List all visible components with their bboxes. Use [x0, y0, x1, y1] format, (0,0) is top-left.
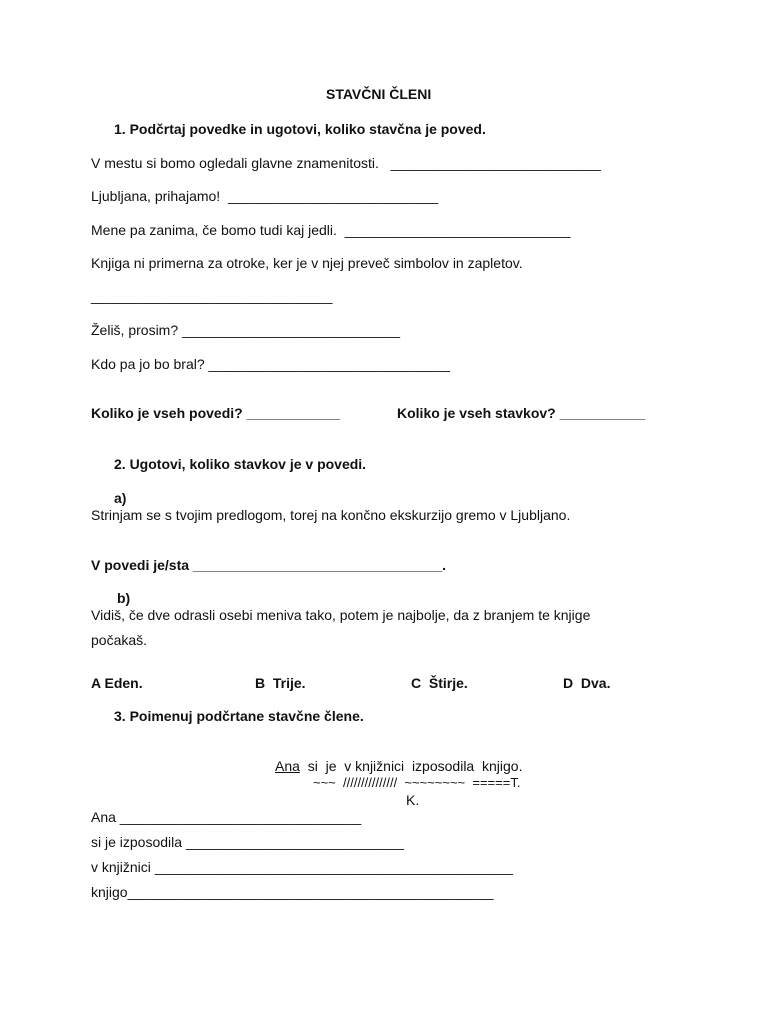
task2-b-text-1: Vidiš, če dve odrasli osebi meniva tako, potem je najbolje, da z branjem te knjige	[91, 607, 591, 623]
sentence-rest: si je v knjižnici izposodila knjigo.	[299, 758, 523, 774]
answer-knjigo: knjigo_______________________________________________	[91, 884, 494, 900]
task1-line-7: Kdo pa jo bo bral? _______________________________	[91, 356, 450, 372]
task1-line-6: Želiš, prosim? ____________________________	[91, 322, 401, 338]
task1-line-2: Ljubljana, prihajamo! ___________________________	[91, 188, 439, 204]
page-title: STAVČNI ČLENI	[326, 86, 432, 102]
task1-line-4: Knjiga ni primerna za otroke, ker je v njej preveč simbolov in zapletov.	[91, 255, 523, 271]
task2-heading: 2. Ugotovi, koliko stavkov je v povedi.	[114, 456, 367, 472]
task1-line-1: V mestu si bomo ogledali glavne znamenitosti. ___________________________	[91, 155, 601, 171]
example-sentence	[275, 758, 522, 775]
count-sentences: Koliko je vseh povedi? ____________	[91, 405, 341, 421]
task3-heading: 3. Poimenuj podčrtane stavčne člene.	[114, 708, 364, 724]
task2-b-text-2: počakaš.	[91, 632, 148, 648]
underlined-subject: Ana	[275, 758, 300, 774]
task2-a-answer: V povedi je/sta ________________________________.	[91, 557, 446, 573]
option-b: B Trije.	[255, 675, 306, 691]
underline-marks: ~~~ /////////////// ~~~~~~~~ =====T.	[313, 775, 521, 790]
answer-ana: Ana _______________________________	[91, 809, 362, 825]
option-a: A Eden.	[91, 675, 143, 691]
task2-a-text: Strinjam se s tvojim predlogom, torej na končno ekskurzijo gremo v Ljubljano.	[91, 507, 571, 523]
answer-si-je-izposodila: si je izposodila ____________________________	[91, 834, 404, 850]
underline-marks-k: K.	[406, 792, 420, 808]
task1-line-3: Mene pa zanima, če bomo tudi kaj jedli. _____________________________	[91, 222, 571, 238]
option-c: C Štirje.	[411, 675, 468, 691]
task2-b-label: b)	[117, 590, 131, 606]
task2-a-label: a)	[114, 490, 127, 506]
task1-heading: 1. Podčrtaj povedke in ugotovi, koliko stavčna je poved.	[114, 121, 486, 137]
option-d: D Dva.	[563, 675, 611, 691]
answer-v-knjiznici: v knjižnici ______________________________________________	[91, 859, 513, 875]
task1-line-5: _______________________________	[91, 288, 333, 304]
count-clauses: Koliko je vseh stavkov? ___________	[397, 405, 646, 421]
